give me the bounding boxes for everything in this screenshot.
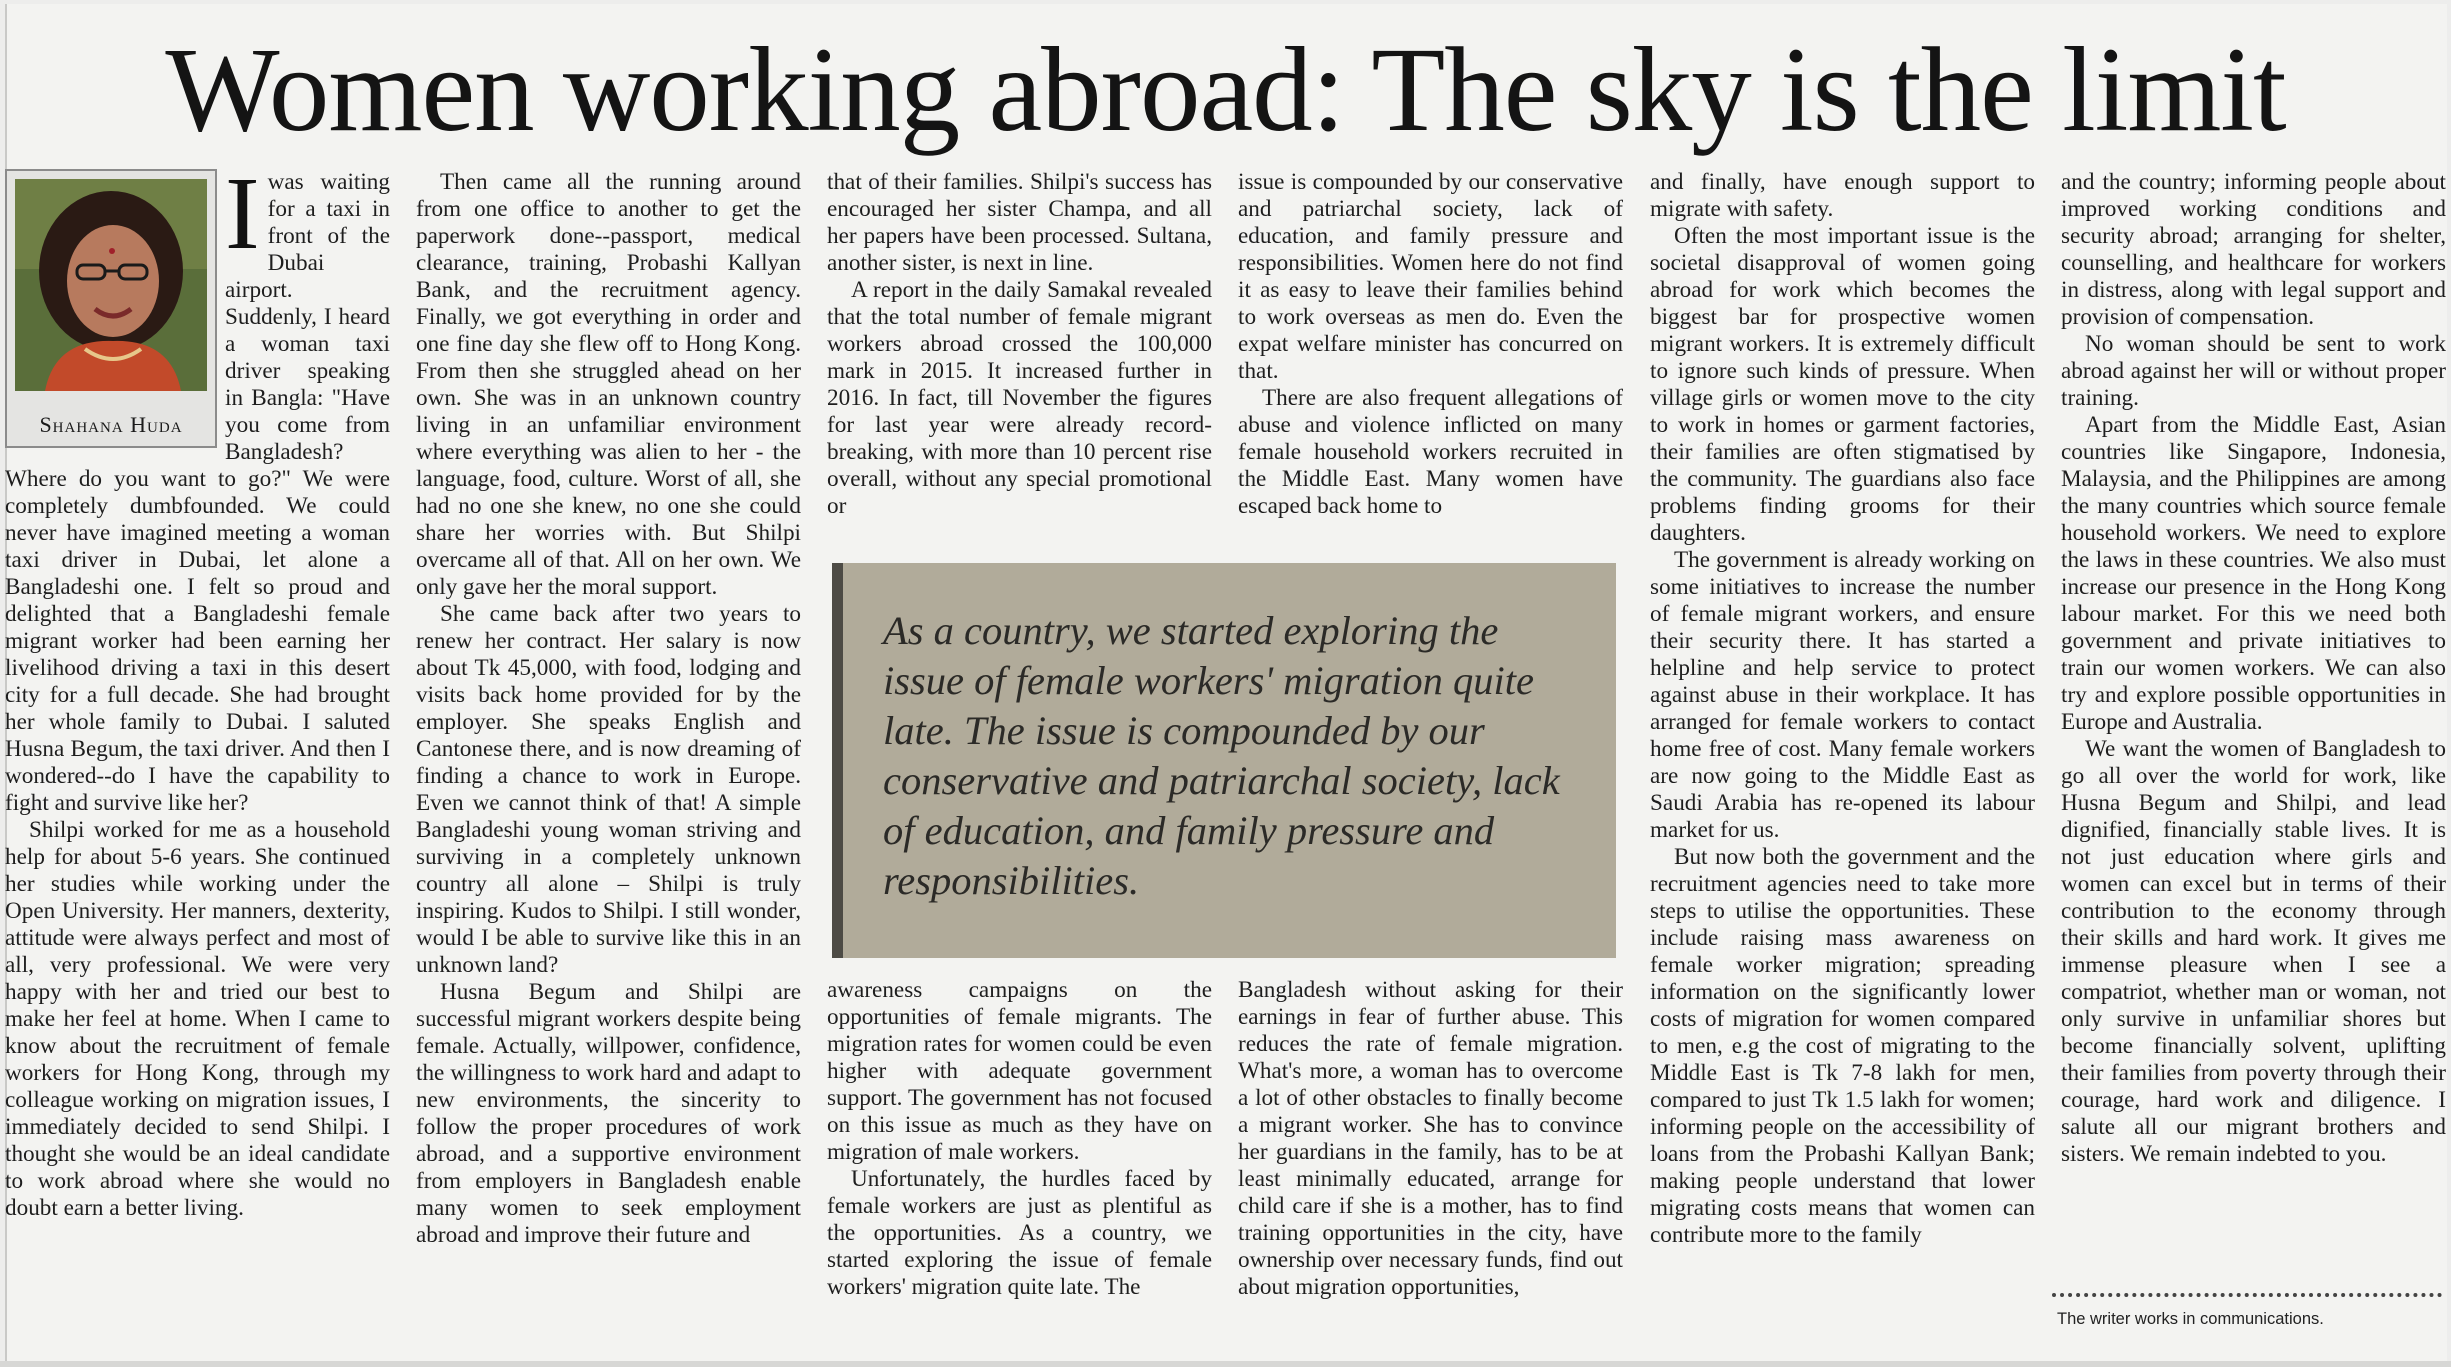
author-footnote: The writer works in communications. [2057, 1310, 2324, 1328]
article-column-1 [5, 156, 390, 1222]
paragraph: and the country; informing people about improved working conditions and security abroad; arranging for shelter, counselling, and healthcare for workers in distress, along with legal support and provision of compensation. [2061, 169, 2446, 330]
paragraph: awareness campaigns on the opportunities of female migrants. The migration rates for women could be even higher with adequate government support. The government has not focused on this issue as much as they have on migration of male workers. [827, 977, 1212, 1165]
paragraph: Then came all the running around from one office to another to get the paperwork done--passport, medical clearance, training, Probashi Kallyan Bank, and the recruitment agency. Finally, we got everything in order and one fine day she flew off to Hong Kong. From then she struggled ahead on her own. She was in an unknown country living in an unfamiliar environment where everything was alien to her - the language, food, culture. Worst of all, she had no one she knew, no one she could share her worries with. But Shilpi overcame all of that. All on her own. We only gave her the moral support. [416, 169, 801, 600]
drop-cap: I [225, 156, 260, 271]
paragraph: Shilpi worked for me as a household help for about 5-6 years. She continued her studies while working under the Open University. Her manners, dexterity, attitude were always perfect and most of all, very professional. We were very happy with her and tried our best to make her feel at home. When I came to know about the recruitment of female workers for Hong Kong, through my colleague working on migration issues, I immediately decided to send Shilpi. I thought she would be an ideal candidate to work abroad where she would no doubt earn a better living. [5, 817, 390, 1221]
article-column-4-bottom [1238, 977, 1623, 1301]
article-column-5 [1650, 169, 2035, 1249]
pull-quote-text: As a country, we started exploring the issue of female workers' migration quite late. The issue is compounded by our conservative and patriarchal society, lack of education, and family pressure and responsibilities. [883, 608, 1560, 903]
article-column-3-bottom [827, 977, 1212, 1301]
author-byline: Shahana Huda [39, 412, 183, 437]
paragraph: The government is already working on some initiatives to increase the number of female migrant workers, and ensure their security there. It has started a helpline and help service to protect against abuse in their workplace. It has arranged for female workers to contact home free of cost. Many female workers are now going to the Middle East as Saudi Arabia has re-opened its labour market for us. [1650, 547, 2035, 843]
dotted-divider [2052, 1293, 2442, 1297]
paragraph: A report in the daily Samakal revealed that the total number of female migrant workers abroad crossed the 100,000 mark in 2015. It increased further in 2016. In fact, till November the figures for last year were already record-breaking, with more than 10 percent rise overall, without any special promotional or [827, 277, 1212, 519]
article-column-2 [416, 169, 801, 1249]
paragraph: and finally, have enough support to migrate with safety. [1650, 169, 2035, 222]
paragraph: But now both the government and the recruitment agencies need to take more steps to utilise the opportunities. These include raising mass awareness on female worker migration; spreading information on the significantly lower costs of migration for women compared to men, e.g the cost of migrating to the Middle East is Tk 7-8 lakh for men, compared to just Tk 1.5 lakh for women; informing people on the accessibility of loans from the Probashi Kallyan Bank; making people understand that lower migrating costs means that women can contribute more to the family [1650, 844, 2035, 1248]
author-photo-box [5, 169, 217, 448]
paragraph: Husna Begum and Shilpi are successful migrant workers despite being female. Actually, willpower, confidence, the willingness to work hard and adapt to new environments, the sincerity to follow the proper procedures of work abroad, and a supportive environment from employers in Bangladesh enable many women to seek employment abroad and improve their future and [416, 979, 801, 1248]
paragraph: Apart from the Middle East, Asian countries like Singapore, Indonesia, Malaysia, and the Philippines are among the many countries which source female household workers. We need to explore the laws in these countries. We also must increase our presence in the Hong Kong labour market. For this we need both government and private initiatives to train our women workers. We can also try and explore possible opportunities in Europe and Australia. [2061, 412, 2446, 735]
article-column-4-top [1238, 169, 1623, 520]
paragraph: Unfortunately, the hurdles faced by female workers are just as plentiful as the opportunities. As a country, we started exploring the issue of female workers' migration quite late. The [827, 1166, 1212, 1300]
paragraph: Bangladesh without asking for their earnings in fear of further abuse. This reduces the rate of female migration. What's more, a woman has to overcome a lot of other obstacles to finally become a migrant worker. She has to convince her guardians in the family, has to be at least minimally educated, arrange for child care if she is a mother, has to find training opportunities in the city, have ownership over necessary funds, find out about migration opportunities, [1238, 977, 1623, 1300]
article-headline: Women working abroad: The sky is the limit [165, 23, 2286, 157]
paragraph: was waiting for a taxi in front of the Dubai airport. Suddenly, I heard a woman taxi driver speaking in Bangla: "Have you come from Bangladesh? Where do you want to go?" We were completely dumbfounded. We could never have imagined meeting a woman taxi driver in Dubai, let alone a Bangladeshi one. I felt so proud and delighted that a Bangladeshi female migrant worker had been earning her livelihood driving a taxi in this desert city for a full decade. She had brought her whole family to Dubai. I saluted Husna Begum, the taxi driver. And then I wondered--do I have the capability to fight and survive like her? [5, 169, 390, 816]
paragraph: Often the most important issue is the societal disapproval of women going abroad for work which becomes the biggest bar for prospective women migrant workers. It is extremely difficult to ignore such kinds of pressure. When village girls or women move to the city to work in homes or garment factories, their families are often stigmatised by the community. The guardians also face problems finding grooms for their daughters. [1650, 223, 2035, 546]
paragraph: that of their families. Shilpi's success has encouraged her sister Champa, and all her papers have been processed. Sultana, another sister, is next in line. [827, 169, 1212, 276]
paragraph: No woman should be sent to work abroad against her will or without proper training. [2061, 331, 2446, 411]
paragraph: There are also frequent allegations of abuse and violence inflicted on many female household workers recruited in the Middle East. Many women have escaped back home to [1238, 385, 1623, 519]
author-portrait [15, 179, 207, 391]
paragraph: We want the women of Bangladesh to go all over the world for work, like Husna Begum and Shilpi, and lead dignified, financially stable lives. It is not just education where girls and women can excel but in terms of their contribution to the economy through their skills and hard work. It gives me immense pleasure when I see a compatriot, whether man or woman, not only survive in unfamiliar shores but become financially solvent, uplifting their families from poverty through their courage, hard work and diligence. I salute all our migrant brothers and sisters. We remain indebted to you. [2061, 736, 2446, 1167]
article-column-3-top [827, 169, 1212, 520]
article-column-6 [2061, 169, 2446, 1168]
paragraph: She came back after two years to renew her contract. Her salary is now about Tk 45,000, with food, lodging and visits back home provided for by the employer. She speaks English and Cantonese there, and is now dreaming of finding a chance to work in Europe. Even we cannot think of that! A simple Bangladeshi young woman striving and surviving in a completely unknown country all alone – Shilpi is truly inspiring. Kudos to Shilpi. I still wonder, would I be able to survive like this in an unknown land? [416, 601, 801, 978]
paragraph: issue is compounded by our conservative and patriarchal society, lack of education, and family pressure and responsibilities. Women here do not find it as easy to leave their families behind to work overseas as men do. Even the expat welfare minister has concurred on that. [1238, 169, 1623, 384]
page-edge [0, 1361, 2451, 1367]
pull-quote-box [832, 563, 1616, 958]
